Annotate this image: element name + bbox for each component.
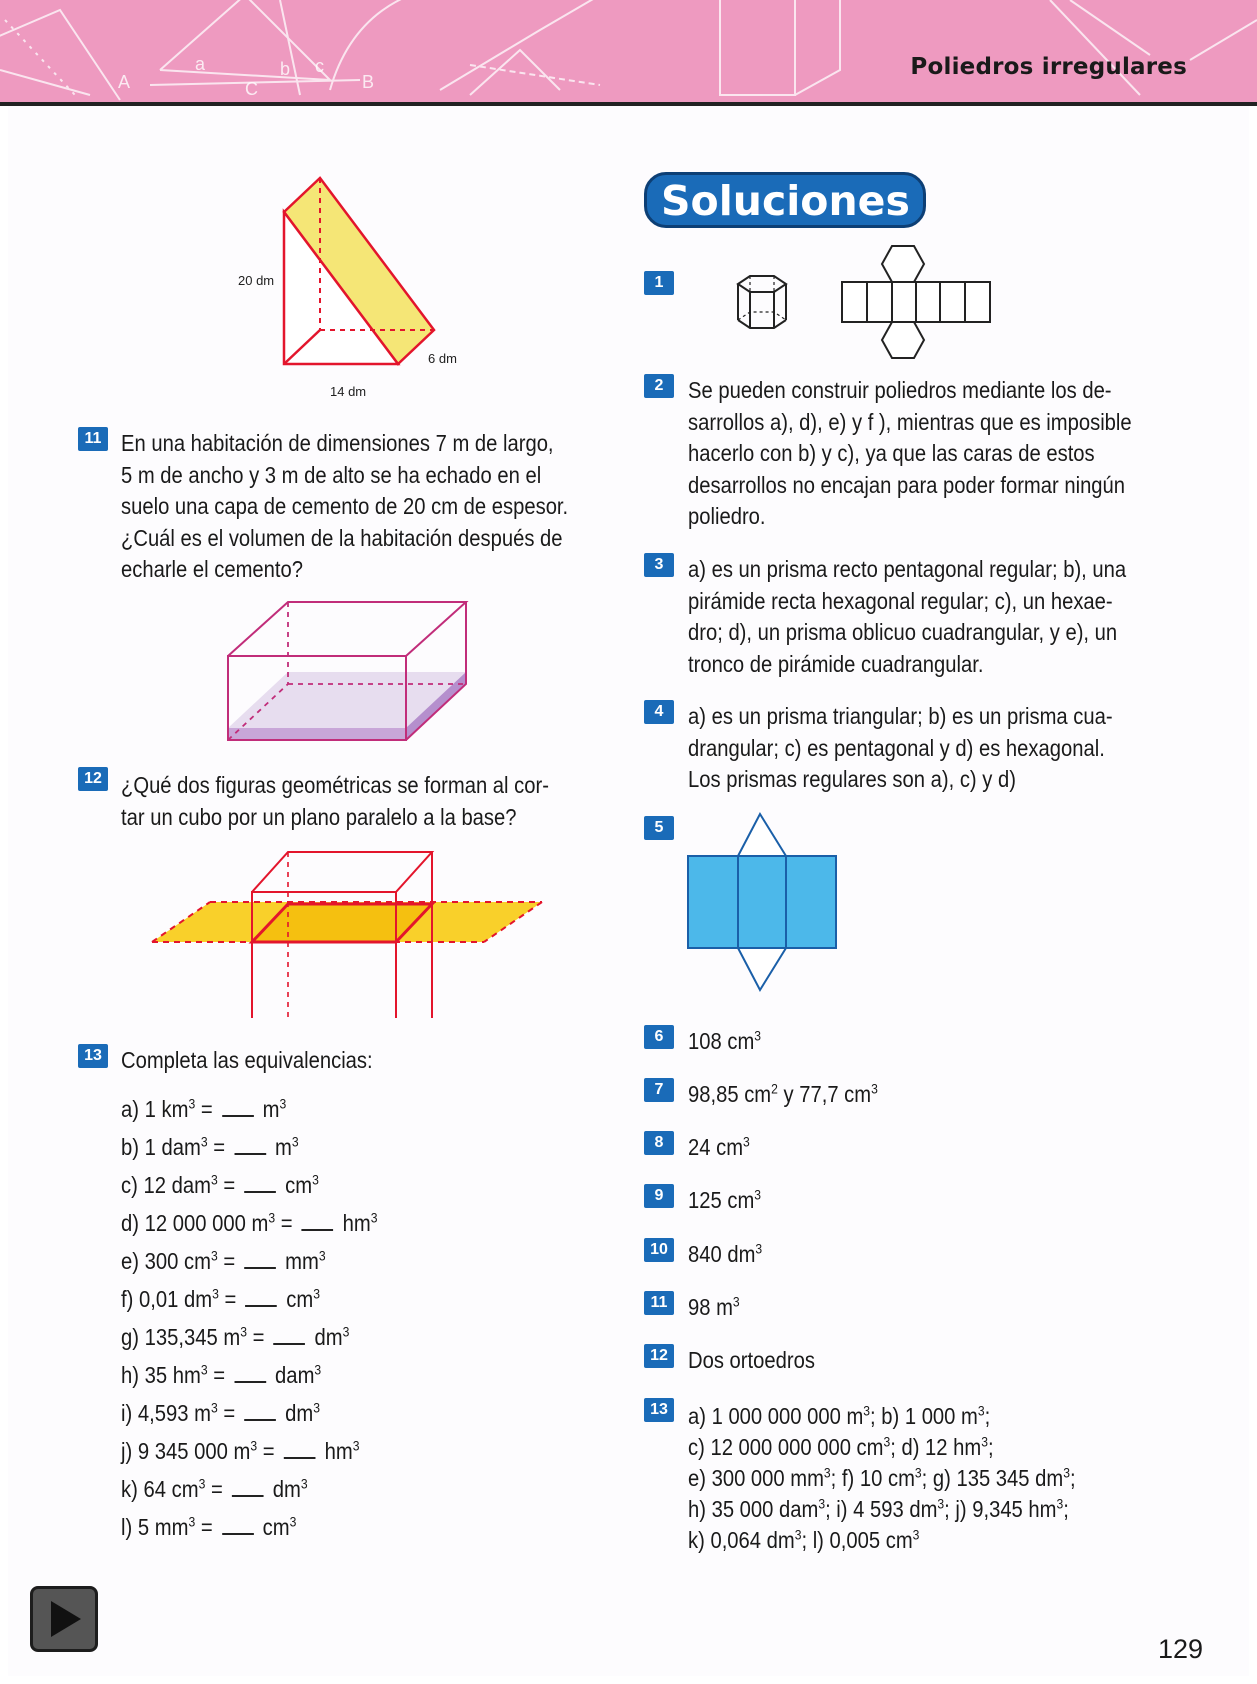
exercise-12-number: 12 xyxy=(78,767,108,791)
solution-4-number: 4 xyxy=(644,700,674,724)
solution-9-value: 125 $cm^3$ xyxy=(688,1186,762,1213)
equivalence-item: d) 12 000 000 $m^3 = hm^3$ xyxy=(121,1210,378,1236)
label-depth: 6 dm xyxy=(428,351,457,366)
solution-4-text: a) es un prisma triangular; b) es un prisma cua- drangular; c) es pentagonal y d) es hexagonal. Los prismas regulares son a), c) y d) xyxy=(688,703,1113,792)
header-decoration xyxy=(0,0,1257,102)
header-letter-a2: a xyxy=(195,54,206,74)
solutions-badge xyxy=(644,172,926,228)
solution-13-line: a) 1 000 000 000 $m^3$; b) 1 000 $m^3$; xyxy=(688,1402,991,1429)
equivalence-left: b) 1 dam xyxy=(121,1134,201,1160)
solution-8-number: 8 xyxy=(644,1131,674,1155)
play-icon xyxy=(33,1589,95,1649)
equivalence-left: h) 35 hm xyxy=(121,1362,201,1388)
equivalence-left: d) 12 000 000 m xyxy=(121,1210,269,1236)
equivalence-unit: dm xyxy=(279,1400,314,1426)
triangular-prism-net-icon xyxy=(686,810,838,994)
solution-3-text: a) es un prisma recto pentagonal regular; b), una pirámide recta hexagonal regular; c), un hexae- dro; d), un prisma oblicuo cuadrangular, y e), un tronco de pirámide cuadrangular. xyxy=(688,556,1127,677)
hexagonal-prism-icon xyxy=(728,270,792,334)
equivalence-left: f) 0,01 dm xyxy=(121,1286,213,1312)
exercise-11-text: En una habitación de dimensiones 7 m de largo, 5 m de ancho y 3 m de alto se ha echado en el suelo una capa de cemento de 20 cm de espesor. ¿Cuál es el volumen de la habitación después de echarle el cemento? xyxy=(121,430,569,582)
exercise-13-number: 13 xyxy=(78,1044,108,1068)
equivalence-unit: dm xyxy=(267,1476,301,1502)
hexagonal-prism-net-icon xyxy=(840,242,992,366)
equivalence-left: e) 300 cm xyxy=(121,1248,211,1274)
label-width: 14 dm xyxy=(330,384,367,399)
header-letter-b: B xyxy=(362,72,375,92)
answer-blank[interactable] xyxy=(284,1437,316,1459)
answer-blank[interactable] xyxy=(232,1475,264,1497)
answer-blank[interactable] xyxy=(244,1171,276,1193)
triangular-prism-figure xyxy=(220,170,470,400)
equivalence-unit: cm xyxy=(257,1514,290,1540)
equivalence-item: k) 64 $cm^3 = dm^3$ xyxy=(121,1476,308,1502)
answer-blank[interactable] xyxy=(245,1285,277,1307)
equivalence-left: a) 1 km xyxy=(121,1096,189,1122)
answer-blank[interactable] xyxy=(244,1399,276,1421)
solution-11-number: 11 xyxy=(644,1291,674,1315)
equivalence-unit: dm xyxy=(308,1324,343,1350)
equivalence-item: b) 1 $dam^3 = m^3$ xyxy=(121,1134,299,1160)
equivalence-item: i) 4,593 $m^3 = dm^3$ xyxy=(121,1400,321,1426)
answer-blank[interactable] xyxy=(222,1513,254,1535)
equivalence-left: i) 4,593 m xyxy=(121,1400,211,1426)
page-header xyxy=(0,0,1257,106)
solution-12-value: Dos ortoedros xyxy=(688,1347,815,1373)
answer-blank[interactable] xyxy=(222,1095,254,1117)
equivalence-unit: m xyxy=(257,1096,280,1122)
play-button[interactable] xyxy=(30,1586,98,1652)
equivalence-unit: cm xyxy=(280,1286,314,1312)
solution-6-value: 108 $cm^3$ xyxy=(688,1027,762,1054)
solution-13-line: k) 0,064 $dm^3$; l) 0,005 $cm^3$ xyxy=(688,1526,920,1553)
header-letter-c2: c xyxy=(315,56,324,76)
equivalence-unit: hm xyxy=(336,1210,371,1236)
solution-10-value: 840 $dm^3$ xyxy=(688,1240,763,1267)
equivalence-item: g) 135,345 $m^3 = dm^3$ xyxy=(121,1324,350,1350)
header-letter-a: A xyxy=(118,72,131,92)
solution-2-text: Se pueden construir poliedros mediante los de- sarrollos a), d), e) y f ), mientras que es imposible hacerlo con b) y c), ya que las caras de estos desarrollos no encajan para poder formar ningún poliedro. xyxy=(688,377,1132,529)
equivalence-item: c) 12 $dam^3 = cm^3$ xyxy=(121,1172,319,1198)
equivalence-unit: dam xyxy=(269,1362,315,1388)
equivalence-left: j) 9 345 000 m xyxy=(121,1438,251,1464)
answer-blank[interactable] xyxy=(274,1323,306,1345)
equivalence-item: j) 9 345 000 $m^3 = hm^3$ xyxy=(121,1438,360,1464)
header-letter-c: C xyxy=(245,79,258,99)
solution-10-number: 10 xyxy=(644,1238,674,1262)
equivalence-unit: hm xyxy=(318,1438,353,1464)
exercise-11-number: 11 xyxy=(78,427,108,451)
equivalence-item: h) 35 $hm^3 = dam^3$ xyxy=(121,1362,322,1388)
equivalence-unit: m xyxy=(269,1134,292,1160)
solution-7-number: 7 xyxy=(644,1078,674,1102)
solution-7-value: 98,85 $cm^2$ y 77,7 $cm^3$ xyxy=(688,1080,878,1107)
solution-8-value: 24 $cm^3$ xyxy=(688,1133,750,1160)
solutions-title: Soluciones xyxy=(661,177,910,225)
cube-plane-figure xyxy=(150,848,550,1018)
solution-13-line: h) 35 000 dam$^3$; i) 4 593 $dm^3$; j) 9,345 $hm^3$; xyxy=(688,1495,1069,1522)
answer-blank[interactable] xyxy=(234,1133,266,1155)
solution-3-number: 3 xyxy=(644,553,674,577)
solution-13-line: e) 300 000 $mm^3$; f) 10 $cm^3$; g) 135 345 $dm^3$; xyxy=(688,1464,1076,1491)
solution-1-number: 1 xyxy=(644,271,674,295)
answer-blank[interactable] xyxy=(244,1247,276,1269)
equivalence-item: f) 0,01 $dm^3 = cm^3$ xyxy=(121,1286,321,1312)
solution-5-number: 5 xyxy=(644,816,674,840)
equivalence-unit: mm xyxy=(279,1248,319,1274)
exercise-13-title: Completa las equivalencias: xyxy=(121,1047,373,1073)
solution-6-number: 6 xyxy=(644,1025,674,1049)
solution-2-number: 2 xyxy=(644,374,674,398)
equivalence-left: k) 64 cm xyxy=(121,1476,199,1502)
answer-blank[interactable] xyxy=(302,1209,334,1231)
equivalence-left: g) 135,345 m xyxy=(121,1324,241,1350)
solution-13-number: 13 xyxy=(644,1398,674,1422)
label-height: 20 dm xyxy=(238,273,275,288)
answer-blank[interactable] xyxy=(234,1361,266,1383)
equivalence-item: a) 1 $km^3 = m^3$ xyxy=(121,1096,287,1122)
exercise-12-text: ¿Qué dos figuras geométricas se forman al cor- tar un cubo por un plano paralelo a la base? xyxy=(121,772,549,830)
room-box-figure xyxy=(220,600,470,745)
header-letter-b2: b xyxy=(280,59,291,79)
solution-12-number: 12 xyxy=(644,1344,674,1368)
solution-13-line: c) 12 000 000 000 $cm^3$; d) 12 $hm^3$; xyxy=(688,1433,994,1460)
section-title: Poliedros irregulares xyxy=(910,54,1187,80)
equivalence-left: c) 12 dam xyxy=(121,1172,211,1198)
equivalence-unit: cm xyxy=(279,1172,313,1198)
equivalence-left: l) 5 mm xyxy=(121,1514,189,1540)
equivalence-item: l) 5 $mm^3 = cm^3$ xyxy=(121,1514,297,1540)
solution-9-number: 9 xyxy=(644,1184,674,1208)
page-number: 129 xyxy=(1158,1634,1204,1664)
solution-11-value: 98 $m^3$ xyxy=(688,1293,740,1320)
equivalence-item: e) 300 $cm^3 = mm^3$ xyxy=(121,1248,326,1274)
